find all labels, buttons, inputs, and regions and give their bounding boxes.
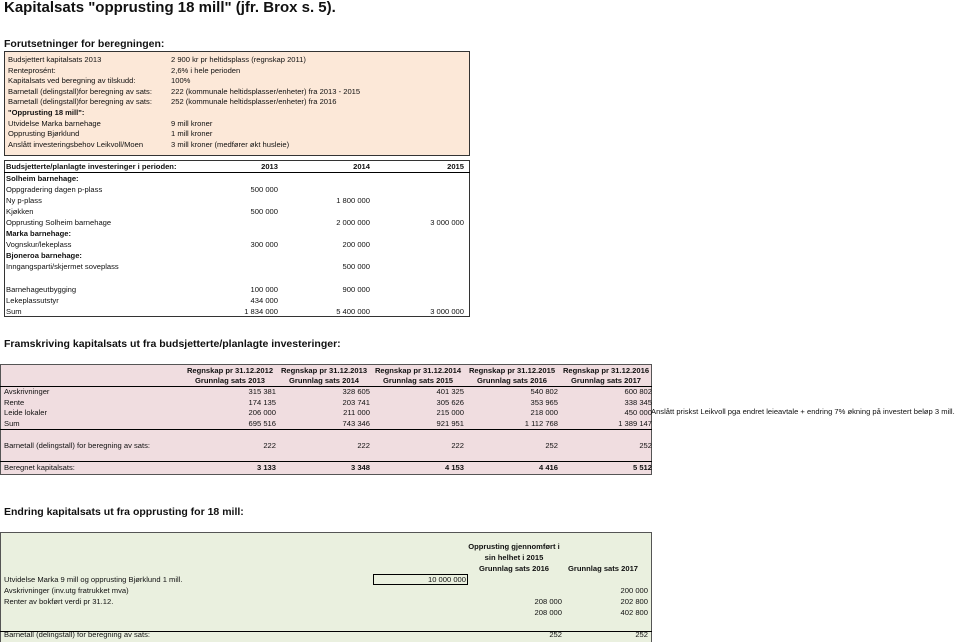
- investment-value: 1 834 000: [244, 306, 278, 316]
- fr-kapitalsats-label: Beregnet kapitalsats:: [4, 463, 75, 472]
- endring-col2-header: Grunnlag sats 2017: [567, 564, 639, 573]
- investment-row-label: Barnehageutbygging: [6, 284, 77, 294]
- fr-column-subheader: Grunnlag sats 2015: [382, 376, 454, 385]
- endring-col2-value: 252: [635, 630, 648, 639]
- investment-value: 3 000 000: [430, 218, 464, 228]
- fr-value: 215 000: [436, 408, 464, 417]
- fr-sum-rule: [0, 429, 652, 430]
- investment-value: 500 000: [342, 262, 370, 272]
- investment-value: 900 000: [342, 284, 370, 294]
- assumption-label: Barnetall (delingstall)for beregning av sats:: [8, 97, 152, 107]
- fr-barnetall-value: 222: [451, 441, 464, 450]
- fr-kapitalsats-value: 4 153: [444, 463, 464, 472]
- assumption-label: Renteprosént:: [8, 65, 56, 75]
- fr-row-label: Sum: [4, 418, 20, 428]
- fr-value: 743 346: [342, 418, 370, 428]
- fr-value: 315 381: [248, 387, 276, 396]
- endring-col1-header: Grunnlag sats 2016: [478, 564, 550, 573]
- endring-heading: Endring kapitalsats ut fra opprusting for 18 mill:: [4, 506, 244, 518]
- endring-col2-value: 202 800: [620, 597, 648, 606]
- fr-value: 540 802: [530, 387, 558, 396]
- investment-row-label: Marka barnehage:: [6, 229, 71, 239]
- assumption-value: 2 900 kr pr heltidsplass (regnskap 2011): [171, 55, 306, 64]
- page-title: Kapitalsats "opprusting 18 mill" (jfr. Brox s. 5).: [4, 0, 336, 16]
- assumption-label: Utvidelse Marka barnehage: [8, 118, 101, 128]
- investment-value: 500 000: [250, 185, 278, 195]
- endring-col1-value: 252: [549, 630, 562, 639]
- investment-row-label: Oppgradering dagen p-plass: [6, 185, 103, 195]
- fr-barnetall-value: 222: [357, 441, 370, 450]
- fr-column-subheader: Grunnlag sats 2014: [288, 376, 360, 385]
- endring-rule: [0, 631, 652, 632]
- fr-column-header: Regnskap pr 31.12.2013: [280, 366, 368, 375]
- assumption-label: Kapitalsats ved beregning av tilskudd:: [8, 76, 136, 86]
- fr-row-label: Avskrivninger: [4, 387, 50, 396]
- investment-row-label: Vognskur/lekeplass: [6, 240, 72, 250]
- fr-value: 450 000: [624, 408, 652, 417]
- endring-row-label: Renter av bokført verdi pr 31.12.: [4, 597, 114, 606]
- endring-col1-value: 208 000: [534, 597, 562, 606]
- fr-kapitalsats-value: 5 512: [632, 463, 652, 472]
- assumption-label: Anslått investeringsbehov Leikvoll/Moen: [8, 139, 144, 149]
- leikvoll-note: Anslått priskst Leikvoll pga endret leieavtale + endring 7% økning på investert beløp 3 mill.: [651, 407, 955, 416]
- investment-value: 3 000 000: [430, 306, 464, 316]
- assumptions-heading: Forutsetninger for beregningen:: [4, 38, 165, 50]
- assumption-value: 222 (kommunale heltidsplasser/enheter) fra 2013 - 2015: [171, 86, 361, 96]
- investments-header: Budsjetterte/planlagte investeringer i perioden:: [6, 162, 177, 171]
- investment-value: 100 000: [250, 284, 278, 294]
- investment-value: 2 000 000: [336, 218, 370, 228]
- inv-year-2013: 2013: [261, 162, 278, 171]
- fr-value: 401 325: [436, 387, 464, 396]
- fr-kapitalsats-rule: [0, 461, 652, 462]
- fr-kapitalsats-value: 3 133: [256, 463, 276, 472]
- inv-year-2015: 2015: [447, 162, 464, 171]
- fr-value: 695 516: [248, 418, 276, 428]
- fr-barnetall-value: 252: [639, 441, 652, 450]
- fr-value: 600 802: [624, 387, 652, 396]
- assumption-value: 1 mill kroner: [171, 129, 213, 139]
- fr-column-header: Regnskap pr 31.12.2012: [186, 366, 274, 375]
- fr-value: 1 389 147: [618, 418, 652, 428]
- endring-col1-value: 208 000: [534, 608, 562, 617]
- fr-value: 174 135: [248, 397, 276, 407]
- fr-column-header: Regnskap pr 31.12.2016: [562, 366, 650, 375]
- fr-column-subheader: Grunnlag sats 2016: [476, 376, 548, 385]
- framskriving-heading: Framskriving kapitalsats ut fra budsjetterte/planlagte investeringer:: [4, 338, 341, 350]
- assumption-label: Budsjettert kapitalsats 2013: [8, 55, 102, 64]
- assumption-label: Opprusting Bjørklund: [8, 129, 80, 139]
- fr-column-header: Regnskap pr 31.12.2015: [468, 366, 556, 375]
- assumption-value: 100%: [171, 76, 191, 86]
- assumption-value: 3 mill kroner (medfører økt husleie): [171, 139, 290, 149]
- fr-value: 328 605: [342, 387, 370, 396]
- fr-value: 921 951: [436, 418, 464, 428]
- fr-barnetall-value: 252: [545, 441, 558, 450]
- investment-value: 200 000: [342, 240, 370, 250]
- fr-column-subheader: Grunnlag sats 2013: [194, 376, 266, 385]
- fr-value: 305 626: [436, 397, 464, 407]
- inv-header-rule: [4, 172, 470, 173]
- endring-col2-value: 402 800: [620, 608, 648, 617]
- fr-kapitalsats-value: 3 348: [350, 463, 370, 472]
- fr-value: 203 741: [342, 397, 370, 407]
- investment-value: 434 000: [250, 295, 278, 305]
- investment-row-label: Lekeplassutstyr: [6, 295, 59, 305]
- investment-value: 300 000: [250, 240, 278, 250]
- assumption-label: Barnetall (delingstall)for beregning av sats:: [8, 86, 152, 96]
- fr-barnetall-value: 222: [263, 441, 276, 450]
- fr-value: 353 965: [530, 397, 558, 407]
- fr-barnetall-label: Barnetall (delingstall) for beregning av sats:: [4, 441, 151, 450]
- endring-col2-value: 200 000: [620, 586, 648, 595]
- endring-header-l2: sin helhet i 2015: [484, 553, 544, 562]
- investment-row-label: Inngangsparti/skjermet soveplass: [6, 262, 119, 272]
- assumption-value: 2,6% i hele perioden: [171, 65, 241, 75]
- assumption-value: 252 (kommunale heltidsplasser/enheter) fra 2016: [171, 97, 337, 107]
- assumption-label: "Opprusting 18 mill":: [8, 108, 85, 117]
- fr-kapitalsats-value: 4 416: [538, 463, 558, 472]
- fr-row-label: Leide lokaler: [4, 408, 48, 417]
- fr-value: 338 345: [624, 397, 652, 407]
- fr-value: 218 000: [530, 408, 558, 417]
- endring-mid-value: 10 000 000: [427, 575, 466, 584]
- endring-row-label: Avskrivninger (inv.utg fratrukket mva): [4, 586, 129, 595]
- endring-row-label: Barnetall (delingstall) for beregning av sats:: [4, 630, 151, 639]
- investment-value: 5 400 000: [336, 306, 370, 316]
- investment-row-label: Solheim barnehage:: [6, 174, 79, 183]
- inv-year-2014: 2014: [353, 162, 370, 171]
- fr-column-header: Regnskap pr 31.12.2014: [374, 366, 462, 375]
- investment-value: 1 800 000: [336, 196, 370, 206]
- fr-value: 211 000: [343, 408, 370, 417]
- investment-row-label: Ny p-plass: [6, 196, 42, 206]
- fr-row-label: Rente: [4, 397, 25, 407]
- endring-header-l1: Opprusting gjennomført i: [468, 542, 560, 551]
- fr-value: 1 112 768: [524, 418, 558, 428]
- assumption-value: 9 mill kroner: [171, 118, 213, 128]
- fr-column-subheader: Grunnlag sats 2017: [570, 376, 642, 385]
- investment-row-label: Kjøkken: [6, 207, 34, 217]
- investment-row-label: Bjoneroa barnehage:: [6, 251, 82, 261]
- endring-row-label: Utvidelse Marka 9 mill og opprusting Bjørklund 1 mill.: [4, 575, 183, 584]
- investment-row-label: Sum: [6, 306, 22, 316]
- investment-value: 500 000: [250, 207, 278, 217]
- investment-row-label: Opprusting Solheim barnehage: [6, 218, 112, 228]
- fr-value: 206 000: [248, 408, 276, 417]
